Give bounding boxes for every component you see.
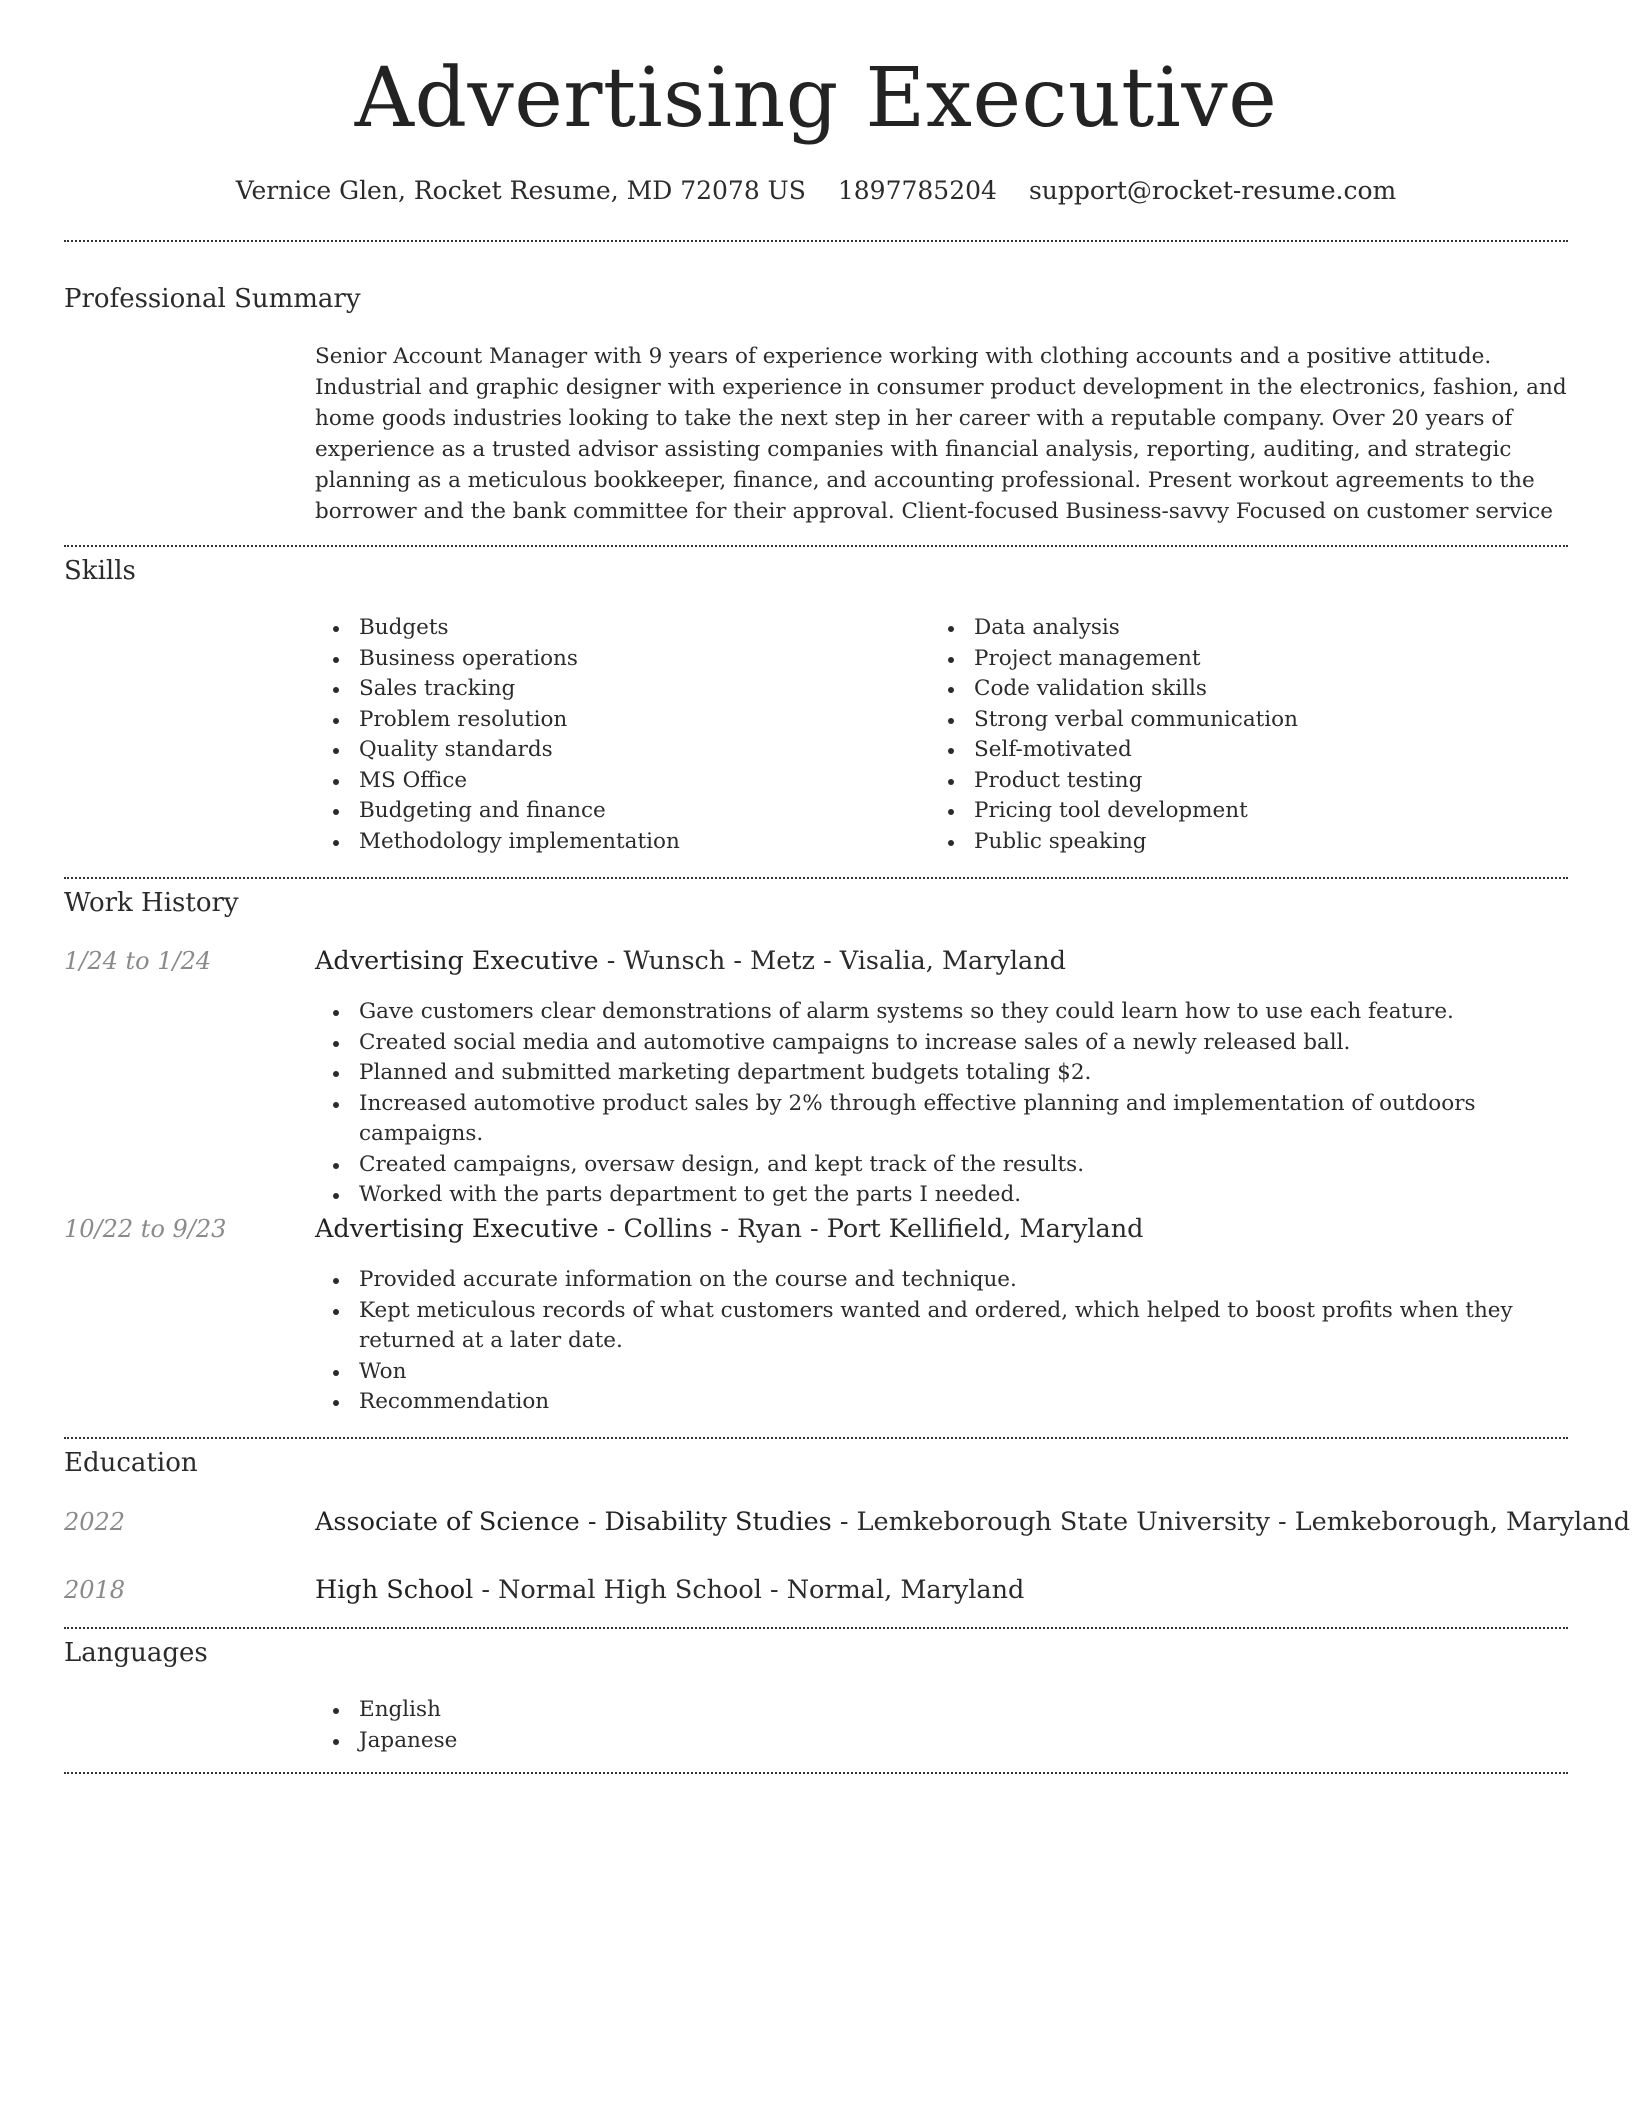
contact-line	[0, 176, 1632, 205]
languages-heading: Languages	[64, 1638, 208, 1668]
job-role: Advertising Executive	[315, 946, 599, 976]
skill-item: Pricing tool development	[930, 796, 1530, 827]
divider	[64, 877, 1568, 879]
education-degree: High School	[315, 1575, 474, 1605]
languages-list	[315, 1695, 1571, 1756]
job-bullet: Won	[315, 1357, 1571, 1388]
divider	[64, 240, 1568, 242]
job-bullet: Provided accurate information on the course and technique.	[315, 1265, 1571, 1296]
skill-item: Sales tracking	[315, 674, 915, 705]
skills-list-right	[930, 613, 1530, 857]
job-employer: - Wunsch - Metz - Visalia, Maryland	[598, 946, 1066, 976]
skill-item: Budgets	[315, 613, 915, 644]
job-bullet: Gave customers clear demonstrations of alarm systems so they could learn how to use each feature.	[315, 997, 1571, 1028]
job-dates: 1/24 to 1/24	[64, 947, 212, 975]
skill-item: Self-motivated	[930, 735, 1530, 766]
job-dates: 10/22 to 9/23	[64, 1215, 227, 1243]
divider	[64, 545, 1568, 547]
skill-item: Project management	[930, 644, 1530, 675]
skills-heading: Skills	[64, 556, 136, 586]
job-bullet: Planned and submitted marketing department budgets totaling $2.	[315, 1058, 1571, 1089]
job-bullet: Recommendation	[315, 1387, 1571, 1418]
job-employer: - Collins - Ryan - Port Kellifield, Maryland	[598, 1214, 1144, 1244]
skill-item: Quality standards	[315, 735, 915, 766]
education-entry	[315, 1507, 1630, 1537]
job-bullets	[315, 997, 1571, 1211]
skill-item: MS Office	[315, 766, 915, 797]
job-bullet: Created campaigns, oversaw design, and kept track of the results.	[315, 1150, 1571, 1181]
summary-heading: Professional Summary	[64, 284, 361, 314]
education-heading: Education	[64, 1448, 198, 1478]
language-item: Japanese	[315, 1726, 1571, 1757]
education-school: - Normal High School - Normal, Maryland	[473, 1575, 1025, 1605]
resume-header	[0, 0, 1632, 205]
skill-item: Public speaking	[930, 827, 1530, 858]
contact-email: support@rocket-resume.com	[1028, 176, 1397, 206]
job-bullet: Worked with the parts department to get the parts I needed.	[315, 1180, 1571, 1211]
skill-item: Business operations	[315, 644, 915, 675]
job-bullet: Created social media and automotive campaigns to increase sales of a newly released ball.	[315, 1028, 1571, 1059]
skill-item: Methodology implementation	[315, 827, 915, 858]
skill-item: Problem resolution	[315, 705, 915, 736]
skill-item: Strong verbal communication	[930, 705, 1530, 736]
contact-address: Vernice Glen, Rocket Resume, MD 72078 US	[235, 176, 806, 206]
resume-title: Advertising Executive	[354, 51, 1278, 146]
work-heading: Work History	[64, 888, 239, 918]
education-school: - Lemkeborough State University - Lemkeborough, Maryland	[831, 1507, 1631, 1537]
job-title	[315, 946, 1066, 976]
skill-item: Code validation skills	[930, 674, 1530, 705]
education-degree: Associate of Science - Disability Studies	[315, 1507, 832, 1537]
summary-text: Senior Account Manager with 9 years of experience working with clothing accounts and a positive attitude. Industrial and graphic designer with experience in consumer product development in the electronics, fashion, and home goods industries looking to take the next step in her career with a reputable company. Over 20 years of experience as a trusted advisor assisting companies with financial analysis, reporting, auditing, and strategic planning as a meticulous bookkeeper, finance, and accounting professional. Present workout agreements to the borrower and the bank committee for their approval. Client-focused Business-savvy Focused on customer service	[315, 344, 1567, 524]
skill-item: Product testing	[930, 766, 1530, 797]
education-year: 2022	[64, 1508, 126, 1536]
divider	[64, 1627, 1568, 1629]
job-bullets	[315, 1265, 1571, 1418]
education-year: 2018	[64, 1576, 126, 1604]
job-bullet: Kept meticulous records of what customers wanted and ordered, which helped to boost profits when they returned at a later date.	[315, 1296, 1571, 1357]
job-bullet: Increased automotive product sales by 2% through effective planning and implementation of outdoors campaigns.	[315, 1089, 1571, 1150]
divider	[64, 1437, 1568, 1439]
job-title	[315, 1214, 1143, 1244]
skill-item: Budgeting and finance	[315, 796, 915, 827]
education-entry	[315, 1575, 1024, 1605]
skill-item: Data analysis	[930, 613, 1530, 644]
contact-phone: 1897785204	[837, 176, 997, 206]
divider	[64, 1772, 1568, 1774]
language-item: English	[315, 1695, 1571, 1726]
job-role: Advertising Executive	[315, 1214, 599, 1244]
skills-list-left	[315, 613, 915, 857]
